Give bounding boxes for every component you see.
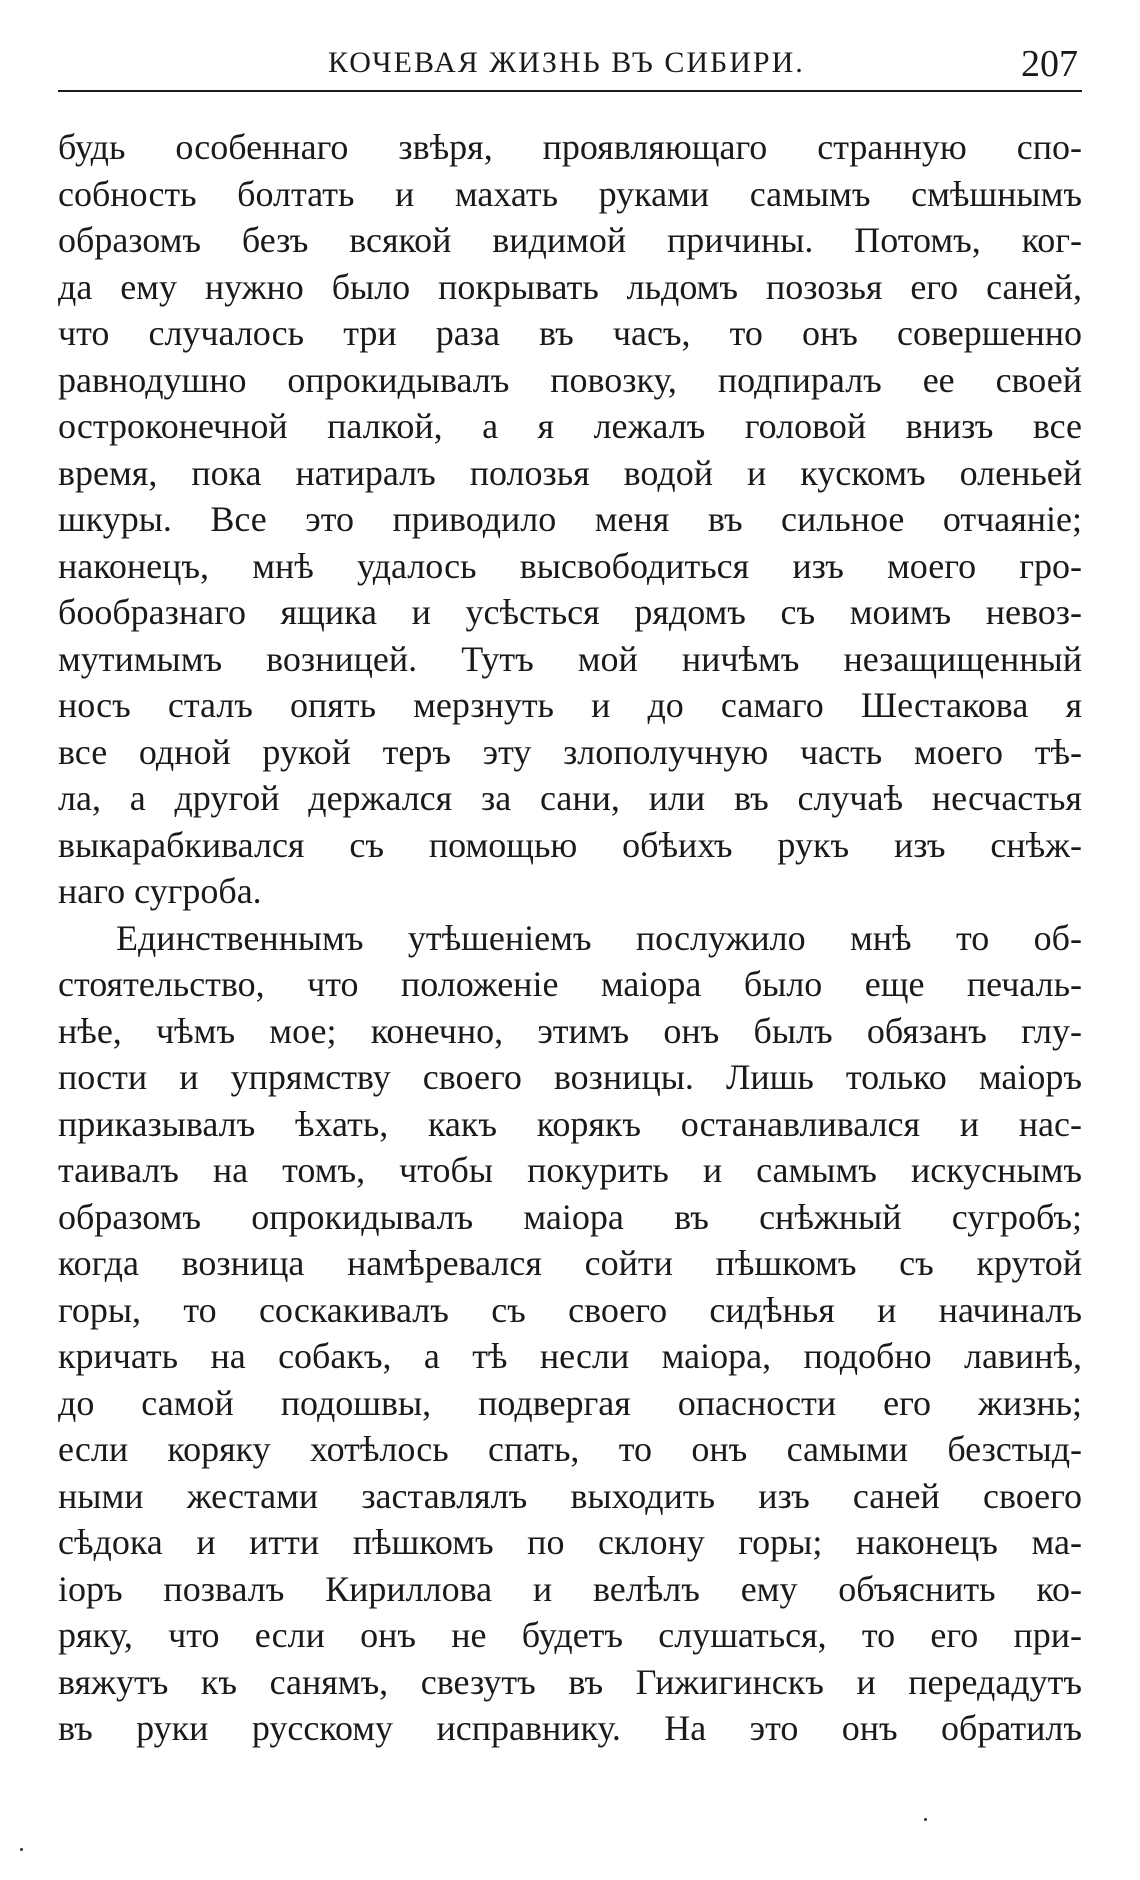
paragraph-1 xyxy=(58,124,1082,915)
text-line: стоятельство, что положеніе маіора было еще печаль- xyxy=(58,964,1082,1004)
text-line: іоръ позвалъ Кириллова и велѣлъ ему объяснить ко- xyxy=(58,1568,1082,1609)
text-line: ряку, что если онъ не будетъ слушаться, то его при- xyxy=(58,1615,1082,1655)
text-line: остроконечной палкой, а я лежалъ головой внизъ все xyxy=(58,406,1082,446)
text-line: бообразнаго ящика и усѣсться рядомъ съ моимъ невоз- xyxy=(58,592,1082,632)
page-number: 207 xyxy=(1021,43,1078,85)
text-line: образомъ безъ всякой видимой причины. Потомъ, ког- xyxy=(58,220,1082,260)
text-line: приказывалъ ѣхать, какъ корякъ останавливался и нас- xyxy=(58,1103,1082,1144)
text-line: горы, то соскакивалъ съ своего сидѣнья и начиналъ xyxy=(58,1289,1082,1330)
text-line: мутимымъ возницей. Тутъ мой ничѣмъ незащищенный xyxy=(58,638,1082,679)
print-speck xyxy=(924,1818,927,1821)
text-line: нѣе, чѣмъ мое; конечно, этимъ онъ былъ обязанъ глу- xyxy=(58,1010,1082,1051)
text-line: когда возница намѣревался сойти пѣшкомъ съ крутой xyxy=(58,1243,1082,1283)
text-line: наконецъ, мнѣ удалось высвободиться изъ моего гро- xyxy=(58,545,1082,586)
text-line: сѣдока и итти пѣшкомъ по склону горы; наконецъ ма- xyxy=(58,1522,1082,1562)
text-line: кричать на собакъ, а тѣ несли маіора, подобно лавинѣ, xyxy=(58,1336,1082,1376)
text-line: вяжутъ къ санямъ, свезутъ въ Гижигинскъ и передадутъ xyxy=(58,1661,1082,1702)
text-line: все одной рукой теръ эту злополучную часть моего тѣ- xyxy=(58,731,1082,772)
text-line: таивалъ на томъ, чтобы покурить и самымъ искуснымъ xyxy=(58,1150,1082,1190)
text-line: да ему нужно было покрывать льдомъ позозья его саней, xyxy=(58,266,1082,307)
paragraph-2 xyxy=(58,915,1082,1752)
text-line: будь особеннаго звѣря, проявляющаго странную спо- xyxy=(58,127,1082,167)
text-line: ла, а другой держался за сани, или въ случаѣ несчастья xyxy=(58,778,1082,818)
text-line: если коряку хотѣлось спать, то онъ самыми безстыд- xyxy=(58,1429,1082,1469)
text-line: до самой подошвы, подвергая опасности его жизнь; xyxy=(58,1382,1082,1423)
text-line: образомъ опрокидывалъ маіора въ снѣжный сугробъ; xyxy=(58,1196,1082,1237)
text-line: носъ сталъ опять мерзнуть и до самаго Шестакова я xyxy=(58,685,1082,725)
text-line: пости и упрямству своего возницы. Лишь только маіоръ xyxy=(58,1057,1082,1097)
text-line: въ руки русскому исправнику. На это онъ обратилъ xyxy=(58,1708,1082,1748)
text-line: собность болтать и махать руками самымъ смѣшнымъ xyxy=(58,173,1082,214)
running-title: КОЧЕВАЯ ЖИЗНЬ ВЪ СИБИРИ. xyxy=(328,46,805,79)
text-line: ными жестами заставлялъ выходить изъ саней своего xyxy=(58,1475,1082,1516)
text-line: выкарабкивался съ помощью обѣихъ рукъ изъ снѣж- xyxy=(58,824,1082,865)
text-line: время, пока натиралъ полозья водой и кускомъ оленьей xyxy=(58,452,1082,493)
text-line: равнодушно опрокидывалъ повозку, подпиралъ ее своей xyxy=(58,359,1082,400)
text-line: что случалось три раза въ часъ, то онъ совершенно xyxy=(58,313,1082,353)
text-line: наго сугроба. xyxy=(58,871,262,911)
running-head xyxy=(58,40,1082,92)
text-line: Единственнымъ утѣшеніемъ послужило мнѣ то об- xyxy=(116,917,1082,958)
body-text xyxy=(58,124,1082,1752)
print-speck xyxy=(20,1848,23,1851)
text-line: шкуры. Все это приводило меня въ сильное отчаяніе; xyxy=(58,499,1082,539)
